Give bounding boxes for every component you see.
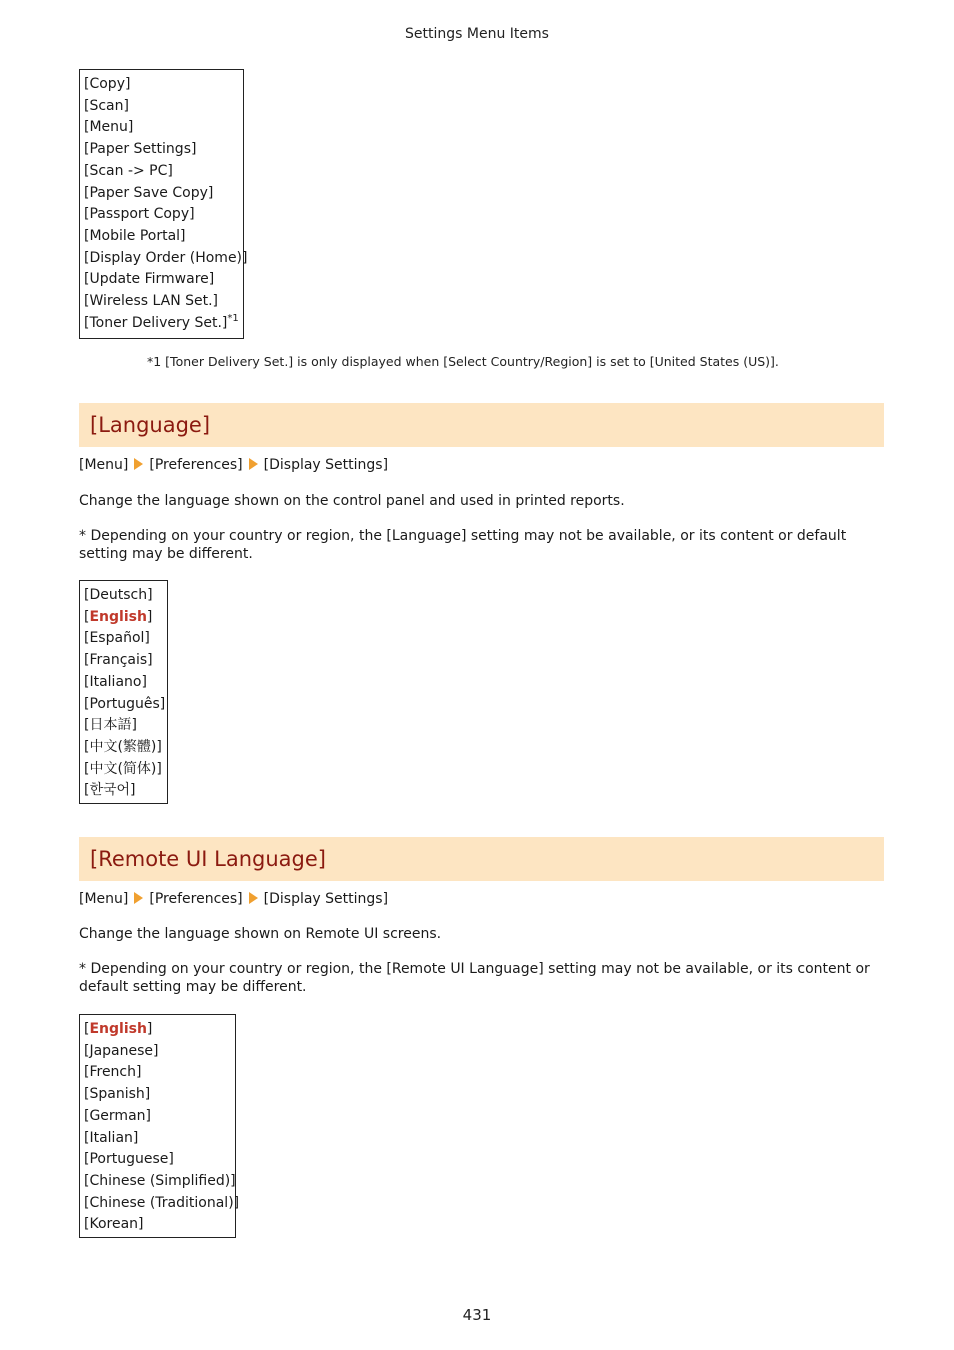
- list-item: [84, 313, 240, 335]
- list-item: [Français]: [84, 652, 153, 669]
- list-item: [Chinese (Traditional)]: [84, 1194, 240, 1211]
- list-item: [Paper Settings]: [84, 141, 197, 158]
- language-options-list: [79, 580, 168, 804]
- list-item: [Display Order (Home)]: [84, 249, 248, 266]
- list-item: [Portuguese]: [84, 1151, 174, 1168]
- list-item: [中文(简体)]: [84, 760, 162, 777]
- list-item: [Paper Save Copy]: [84, 184, 214, 201]
- list-item: [Spanish]: [84, 1086, 151, 1103]
- language-description: Change the language shown on the control panel and used in printed reports.: [79, 493, 625, 509]
- list-item: [Chinese (Simplified)]: [84, 1172, 236, 1189]
- list-item: [Español]: [84, 630, 150, 647]
- footnote: *1 [Toner Delivery Set.] is only displayed when [Select Country/Region] is set to [United States (US)].: [147, 354, 779, 369]
- remote-ui-language-note: * Depending on your country or region, the [Remote UI Language] setting may not be available, or its content or default setting may be different.: [79, 961, 870, 995]
- breadcrumb-item: [Display Settings]: [263, 457, 389, 473]
- list-item: [中文(繁體)]: [84, 738, 162, 755]
- page-number: 431: [462, 1306, 492, 1324]
- list-item: [Korean]: [84, 1216, 144, 1233]
- breadcrumb-item: [Preferences]: [149, 457, 243, 473]
- home-items-list: [79, 69, 248, 339]
- list-item-default: [English]: [84, 1021, 153, 1037]
- default-value: English: [89, 1021, 147, 1037]
- language-note: * Depending on your country or region, the [Language] setting may not be available, or its content or default setting may be different.: [79, 528, 847, 562]
- list-item: [Copy]: [84, 76, 131, 92]
- breadcrumb: [79, 891, 388, 907]
- footnote-marker: *1: [227, 312, 239, 324]
- list-item: [Mobile Portal]: [84, 227, 186, 244]
- breadcrumb-arrow-icon: [134, 892, 143, 904]
- breadcrumb-arrow-icon: [249, 458, 258, 470]
- list-item: [Japanese]: [84, 1042, 159, 1059]
- list-item: [Italian]: [84, 1129, 139, 1146]
- list-item: [한국어]: [84, 782, 136, 799]
- list-item: [Passport Copy]: [84, 206, 195, 223]
- page-header-title: Settings Menu Items: [405, 26, 549, 42]
- breadcrumb-item: [Menu]: [79, 457, 129, 473]
- default-value: English: [89, 608, 147, 625]
- breadcrumb-item: [Display Settings]: [263, 891, 389, 907]
- list-item-label: [Toner Delivery Set.]: [84, 314, 228, 331]
- breadcrumb-item: [Menu]: [79, 891, 129, 907]
- list-item: [Scan -> PC]: [84, 162, 173, 179]
- section-heading-language: [Language]: [79, 403, 884, 447]
- breadcrumb-arrow-icon: [249, 892, 258, 904]
- list-item: [Italiano]: [84, 673, 147, 690]
- section-heading-remote-ui-language: [Remote UI Language]: [79, 837, 884, 881]
- list-item: [German]: [84, 1107, 151, 1124]
- list-item: [Deutsch]: [84, 587, 153, 603]
- remote-ui-language-description: Change the language shown on Remote UI screens.: [79, 926, 442, 942]
- list-item: [French]: [84, 1064, 142, 1081]
- list-item: [Scan]: [84, 97, 129, 114]
- breadcrumb-item: [Preferences]: [149, 891, 243, 907]
- list-item: [日本語]: [84, 717, 137, 734]
- breadcrumb: [79, 457, 388, 473]
- breadcrumb-arrow-icon: [134, 458, 143, 470]
- list-item: [Menu]: [84, 119, 134, 136]
- list-item: [Português]: [84, 695, 166, 712]
- list-item: [Wireless LAN Set.]: [84, 293, 219, 310]
- list-item: [Update Firmware]: [84, 271, 215, 288]
- list-item-default: [English]: [84, 608, 153, 625]
- remote-ui-language-options-list: [79, 1014, 240, 1238]
